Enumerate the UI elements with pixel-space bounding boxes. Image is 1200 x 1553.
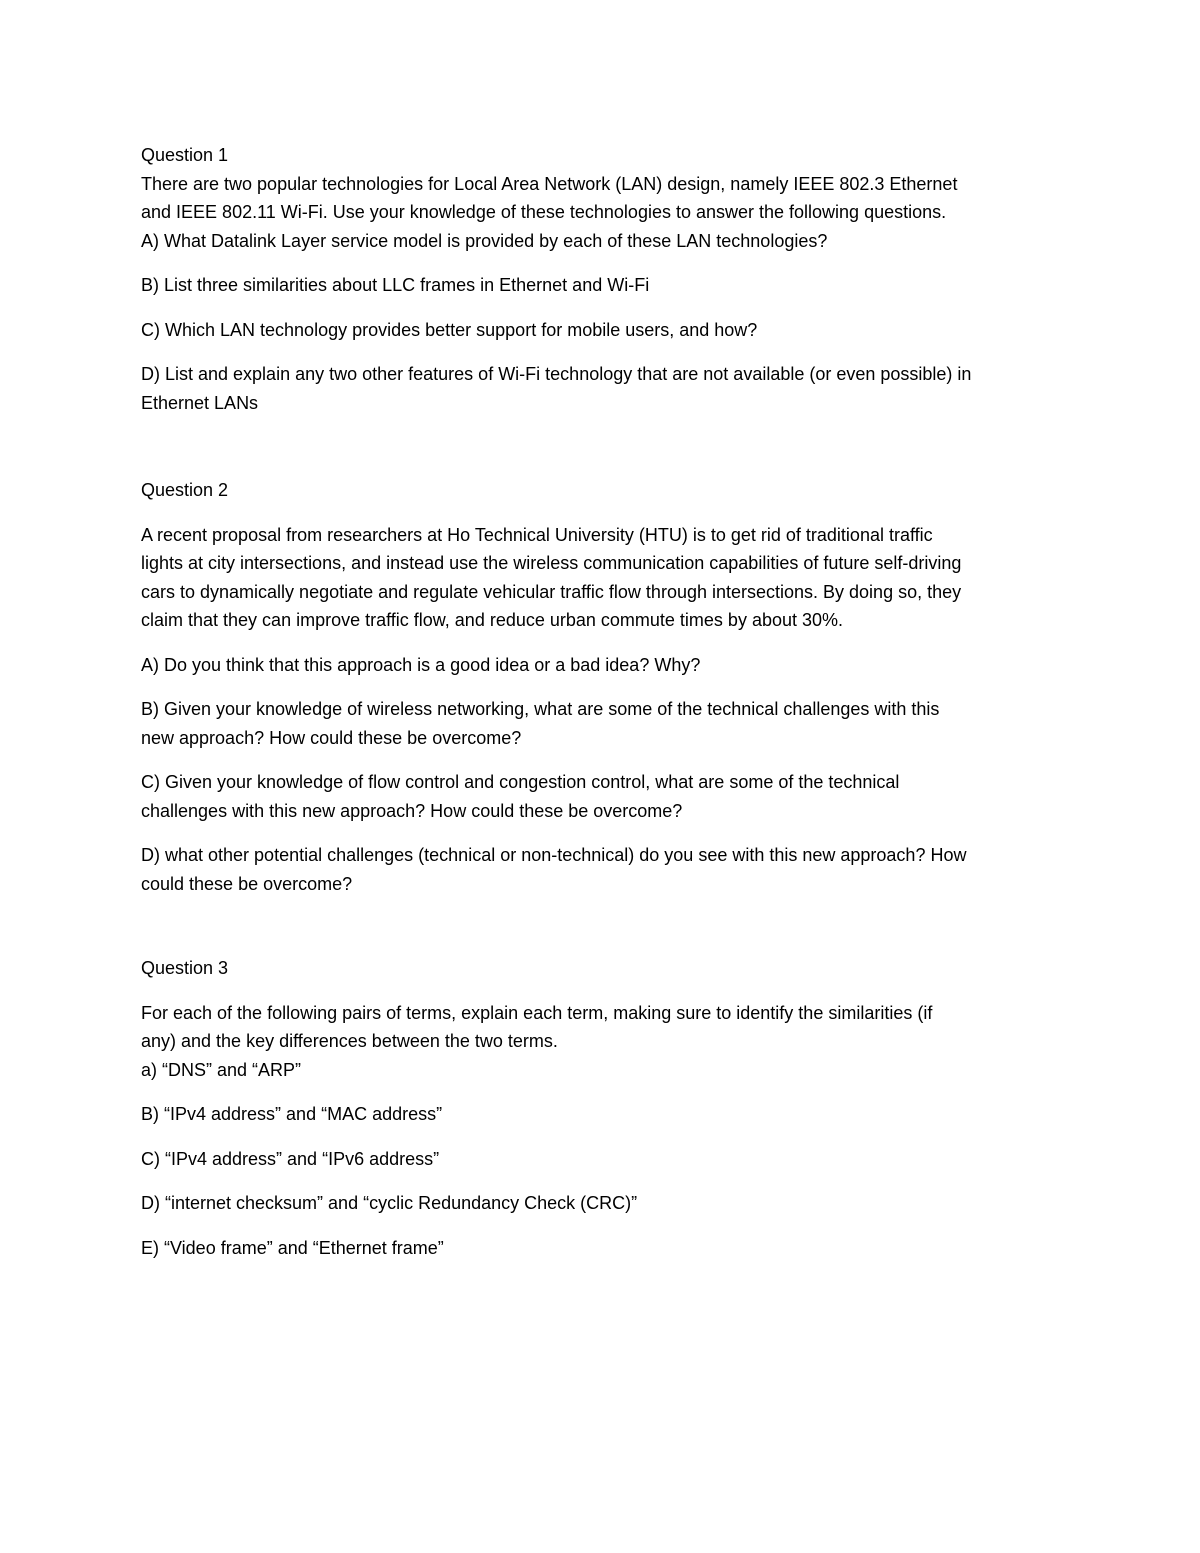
question-intro-line: any) and the key differences between the two terms. [141, 1031, 558, 1051]
question-intro-line: and IEEE 802.11 Wi-Fi. Use your knowledge of these technologies to answer the following questions. [141, 202, 947, 222]
question-heading: Question 3 [141, 958, 229, 978]
question-part-e: E) “Video frame” and “Ethernet frame” [141, 1237, 444, 1258]
question-intro-line: A recent proposal from researchers at Ho Technical University (HTU) is to get rid of traditional traffic [141, 524, 933, 545]
question-part-c: C) Given your knowledge of flow control and congestion control, what are some of the technical [141, 772, 900, 792]
question-part-d: D) List and explain any two other features of Wi-Fi technology that are not available (or even possible) in [141, 364, 972, 384]
question-part-b-cont: new approach? How could these be overcome? [141, 727, 522, 748]
question-part-c-cont: challenges with this new approach? How could these be overcome? [141, 800, 683, 821]
question-part-d-cont: could these be overcome? [141, 873, 353, 894]
question-intro-line: claim that they can improve traffic flow, and reduce urban commute times by about 30%. [141, 610, 844, 630]
question-2 [141, 476, 1061, 898]
question-part-b: B) Given your knowledge of wireless networking, what are some of the technical challenges with this [141, 699, 940, 719]
question-3 [141, 954, 1061, 1262]
question-part-a: A) What Datalink Layer service model is provided by each of these LAN technologies? [141, 230, 828, 251]
question-heading: Question 1 [141, 145, 229, 165]
question-part-b: B) “IPv4 address” and “MAC address” [141, 1104, 443, 1124]
question-intro-line: For each of the following pairs of terms, explain each term, making sure to identify the similarities (if [141, 1002, 933, 1023]
question-intro-line: cars to dynamically negotiate and regulate vehicular traffic flow through intersections. By doing so, they [141, 581, 962, 602]
question-part-a: a) “DNS” and “ARP” [141, 1059, 302, 1080]
question-heading: Question 2 [141, 480, 229, 500]
question-1 [141, 141, 1061, 417]
question-part-b: B) List three similarities about LLC frames in Ethernet and Wi-Fi [141, 275, 650, 295]
question-intro-line: lights at city intersections, and instead use the wireless communication capabilities of future self-driving [141, 553, 962, 573]
question-part-d: D) what other potential challenges (technical or non-technical) do you see with this new approach? How [141, 845, 967, 865]
question-part-d: D) “internet checksum” and “cyclic Redundancy Check (CRC)” [141, 1193, 638, 1213]
question-intro-line: There are two popular technologies for Local Area Network (LAN) design, namely IEEE 802.3 Ethernet [141, 173, 958, 194]
question-part-c: C) Which LAN technology provides better support for mobile users, and how? [141, 319, 758, 340]
question-part-c: C) “IPv4 address” and “IPv6 address” [141, 1148, 440, 1169]
question-part-a: A) Do you think that this approach is a good idea or a bad idea? Why? [141, 654, 701, 675]
question-part-d-cont: Ethernet LANs [141, 392, 259, 413]
